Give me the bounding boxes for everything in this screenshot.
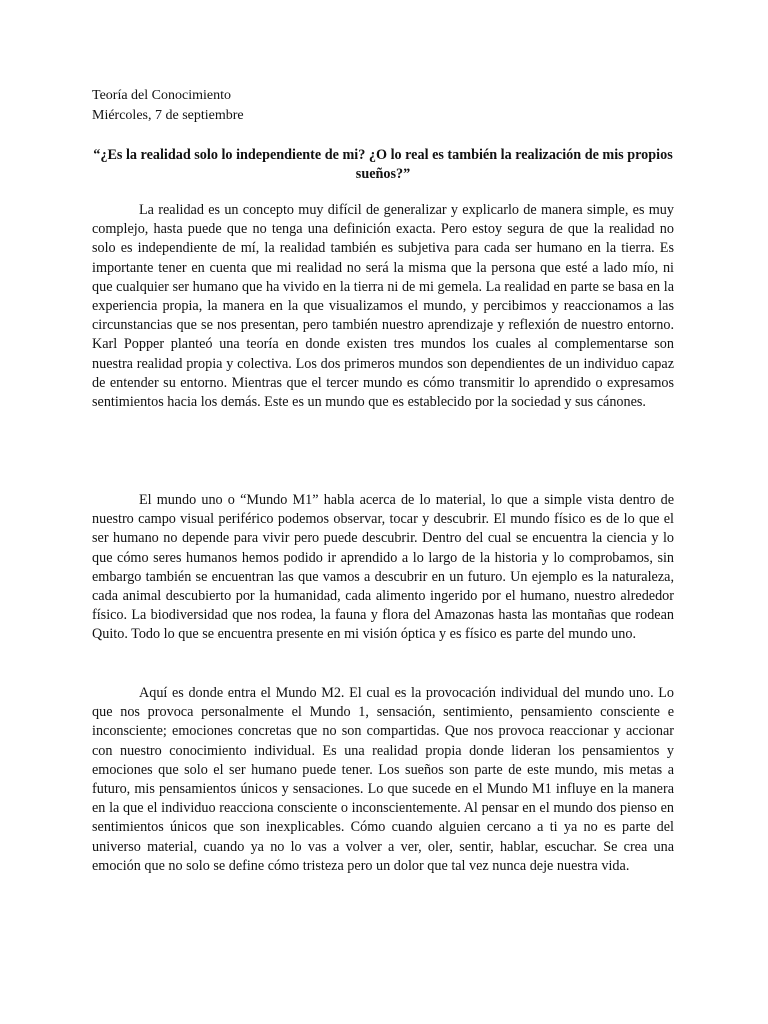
document-header bbox=[92, 86, 244, 126]
document-date: Miércoles, 7 de septiembre bbox=[92, 108, 244, 123]
paragraph-1: La realidad es un concepto muy difícil de generalizar y explicarlo de manera simple, es muy complejo, hasta puede que no tenga una definición exacta. Pero estoy segura de que la realidad no solo es independiente de mí, la realidad también es subjetiva para cada ser humano en la tierra. Es importante tener en cuenta que mi realidad no será la misma que la persona que esté a lado mío, ni que cualquier ser humano que ha vivido en la tierra ni de mi gemela. La realidad en parte se basa en la experiencia propia, la manera en la que visualizamos el mundo, y percibimos y reaccionamos a las circunstancias que se nos presentan, pero también nuestro aprendizaje y reflexión de nuestro entorno. Karl Popper planteó una teoría en donde existen tres mundos los cuales al complementarse son nuestra realidad propia y colectiva. Los dos primeros mundos son dependientes de un individuo capaz de entender su entorno. Mientras que el tercer mundo es cómo transmitir lo aprendido o expresamos sentimientos hacia los demás. Este es un mundo que es establecido por la sociedad y sus cánones. bbox=[92, 202, 674, 411]
paragraph-2: El mundo uno o “Mundo M1” habla acerca de lo material, lo que a simple vista dentro de nuestro campo visual periférico podemos observar, tocar y descubrir. El mundo físico es de lo que el ser humano no depende para vivir pero puede descubrir. Dentro del cual se encuentra la ciencia y lo que cómo seres humanos hemos podido ir aprendido a lo largo de la historia y lo comprobamos, sin embargo también se encuentran las que vamos a descubrir en un futuro. Un ejemplo es la naturaleza, cada animal descubierto por la humanidad, cada alimento ingerido por el humano, nuestro alrededor físico. La biodiversidad que nos rodea, la fauna y flora del Amazonas hasta las montañas que rodean Quito. Todo lo que se encuentra presente en mi visión óptica y es físico es parte del mundo uno. bbox=[92, 492, 674, 643]
essay-title: “¿Es la realidad solo lo independiente de mi? ¿O lo real es también la realización de mis propios sueños?” bbox=[93, 147, 673, 182]
course-name: Teoría del Conocimiento bbox=[92, 88, 231, 103]
paragraph-3: Aquí es donde entra el Mundo M2. El cual es la provocación individual del mundo uno. Lo que nos provoca personalmente el Mundo 1, sensación, sentimiento, pensamiento consciente e inconsciente; emociones concretas que no son compartidas. Que nos provoca reaccionar y accionar con nuestro conocimiento individual. Es una realidad propia donde lideran los pensamientos y emociones que solo el ser humano puede tener. Los sueños son parte de este mundo, mis metas a futuro, mis pensamientos únicos y sensaciones. Lo que sucede en el Mundo M1 influye en la manera en la que el individuo reacciona consciente o inconscientemente. Al pensar en el mundo dos pienso en sentimientos únicos que son inexplicables. Cómo cuando alguien cercano a ti ya no es parte del universo material, cuando ya no lo vas a volver a ver, oler, sentir, hablar, escuchar. Se crea una emoción que no solo se define cómo tristeza pero un dolor que tal vez nunca deje nuestra vida. bbox=[92, 685, 674, 874]
